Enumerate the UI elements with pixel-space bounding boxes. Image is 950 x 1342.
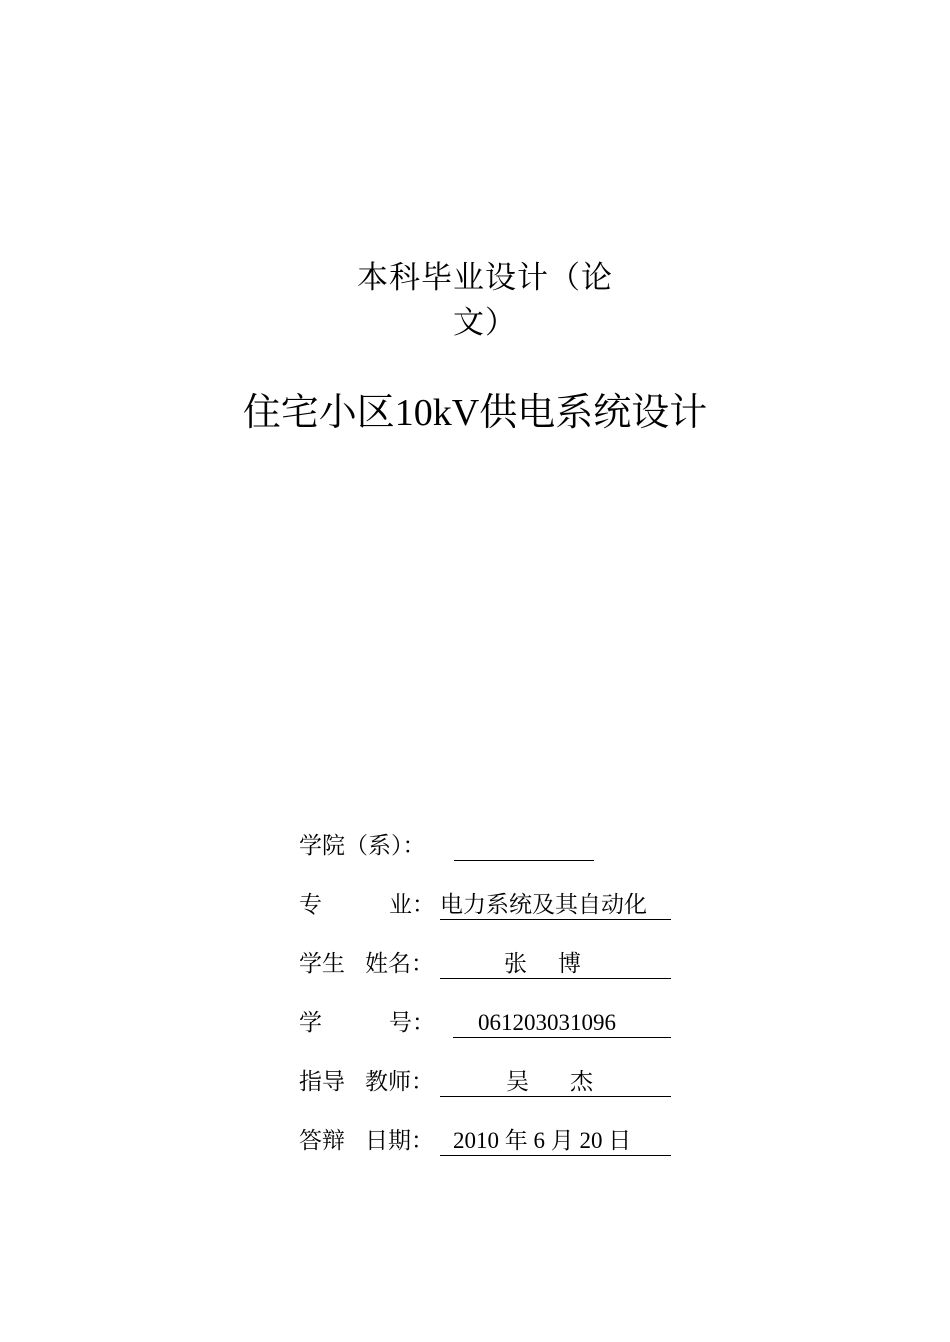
thesis-type-line-2: 文） [453, 305, 517, 341]
advisor-field [440, 1065, 671, 1097]
major-field [440, 888, 671, 920]
thesis-title-code: 10kV [394, 392, 480, 434]
thesis-title-suffix: 供电系统设计 [479, 390, 708, 434]
student-name-label-a: 学生 [299, 951, 345, 977]
student-id-value: 061203031096 [478, 1010, 616, 1035]
advisor-value-a: 吴 [506, 1069, 529, 1095]
advisor-value-b: 杰 [570, 1069, 593, 1095]
thesis-title [0, 388, 950, 437]
college-label-text: 学院（系）： [299, 833, 426, 859]
major-label-a: 专 [299, 892, 322, 918]
student-name-label-b: 姓名： [365, 951, 434, 977]
advisor-label-b: 教师： [365, 1069, 434, 1095]
thesis-type-line-1: 本科毕业设计（论 [357, 260, 613, 296]
student-id-label-b: 号： [389, 1010, 435, 1036]
major-value: 电力系统及其自动化 [440, 892, 647, 918]
defense-date-value: 2010 年 6 月 20 日 [453, 1128, 632, 1153]
student-name-field [440, 947, 671, 979]
defense-date-field [440, 1124, 671, 1156]
student-name-value-a: 张 [504, 951, 527, 977]
student-id-label-a: 学 [299, 1010, 322, 1036]
student-id-field [453, 1006, 671, 1038]
defense-date-label-b: 日期： [365, 1128, 434, 1154]
student-name-value-b: 博 [558, 951, 581, 977]
major-label-b: 业： [389, 892, 435, 918]
defense-date-label-a: 答辩 [299, 1128, 345, 1154]
college-field [454, 829, 594, 861]
advisor-label-a: 指导 [299, 1069, 345, 1095]
thesis-title-prefix: 住宅小区 [242, 390, 395, 434]
